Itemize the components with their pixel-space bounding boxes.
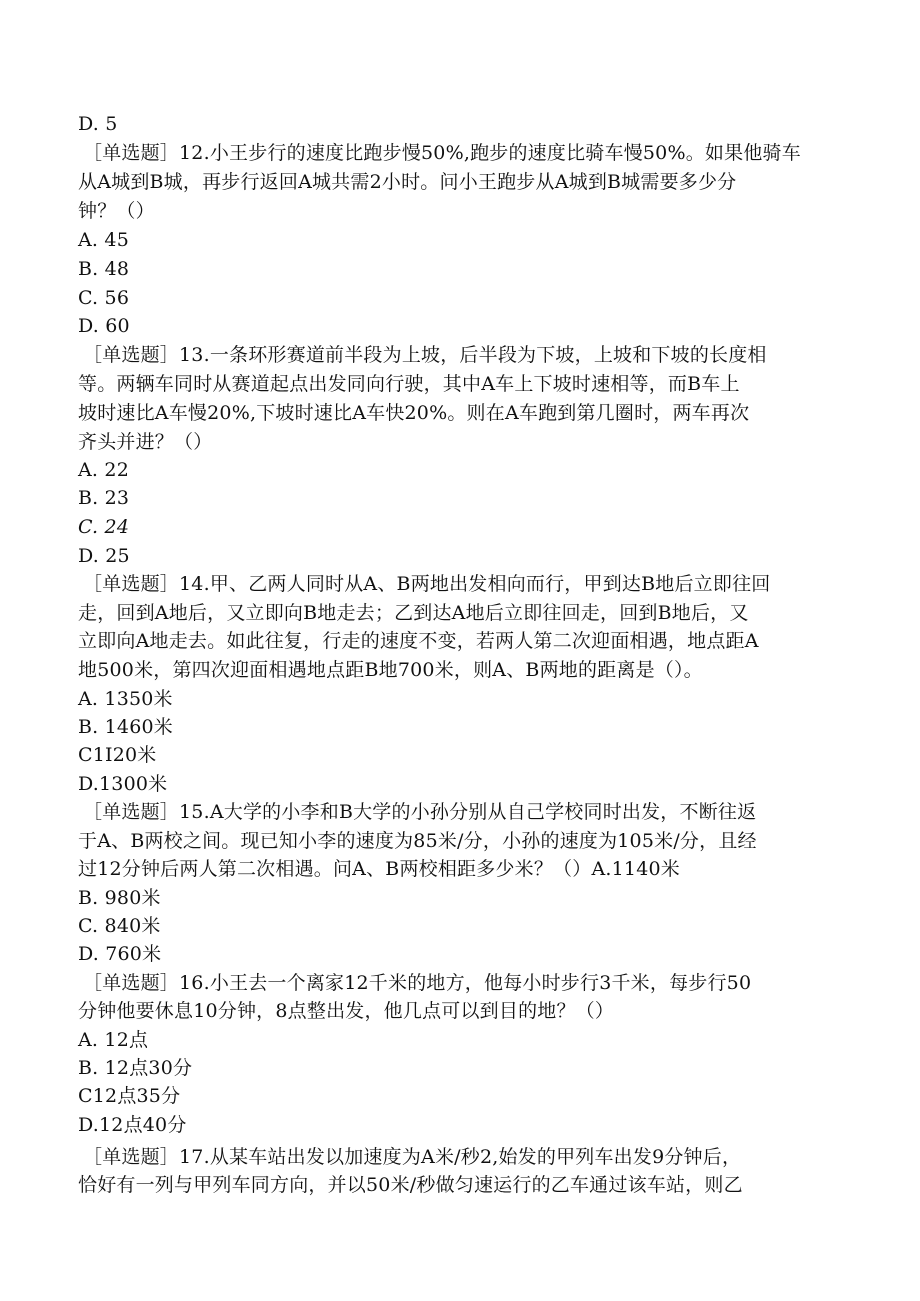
question-16-line-2: 分钟他要休息10分钟，8点整出发，他几点可以到目的地？（） [78,1000,615,1022]
option-b: B. 980米 [78,887,161,909]
option-c: C. 24 [78,516,130,538]
question-17-line-2: 恰好有一列与甲列车同方向，并以50米/秒做匀速运行的乙车通过该车站，则乙 [78,1174,743,1196]
option-a: A. 1350米 [78,688,173,710]
question-13-line-2: 等。两辆车同时从赛道起点出发同向行驶，其中A车上下坡时速相等，而B车上 [78,373,740,395]
option-b: B. 48 [78,258,130,280]
question-14-line-3: 立即向A地走去。如此往复，行走的速度不变，若两人第二次迎面相遇，地点距A [78,630,759,652]
option-b: B. 1460米 [78,716,173,738]
question-16-line-1: ［单选题］16.小王去一个离家12千米的地方，他每小时步行3千米，每步行50 [83,972,752,994]
option-d: D. 60 [78,315,130,337]
option-c: C12点35分 [78,1085,181,1107]
option-b: B. 12点30分 [78,1057,193,1079]
option-d: D. 25 [78,545,130,567]
question-13-line-1: ［单选题］13.一条环形赛道前半段为上坡，后半段为下坡，上坡和下坡的长度相 [83,344,767,366]
question-13-line-4: 齐头并进？（） [78,431,213,453]
question-12-line-1: ［单选题］12.小王步行的速度比跑步慢50%,跑步的速度比骑车慢50%。如果他骑车 [83,142,801,164]
question-14-line-1: ［单选题］14.甲、乙两人同时从A、B两地出发相向而行，甲到达B地后立即往回 [83,573,771,595]
question-17-line-1: ［单选题］17.从某车站出发以加速度为A米/秒2,始发的甲列车出发9分钟后， [83,1146,742,1168]
option-d: D. 760米 [78,943,162,965]
question-12-line-3: 钟？（） [78,200,155,222]
question-14-line-2: 走，回到A地后，又立即向B地走去；乙到达A地后立即往回走，回到B地后，又 [78,602,749,624]
option-d: D. 5 [78,113,118,135]
question-12-line-2: 从A城到B城，再步行返回A城共需2小时。问小王跑步从A城到B城需要多少分 [78,171,737,193]
option-d: D.1300米 [78,773,168,795]
option-c: C. 840米 [78,915,161,937]
question-13-line-3: 坡时速比A车慢20%,下坡时速比A车快20%。则在A车跑到第几圈时，两车再次 [78,402,750,424]
question-15-line-3: 过12分钟后两人第二次相遇。问A、B两校相距多少米？（）A.1140米 [78,858,680,880]
option-a: A. 22 [78,459,129,481]
question-14-line-4: 地500米，第四次迎面相遇地点距B地700米，则A、B两地的距离是（）。 [78,659,703,681]
option-d: D.12点40分 [78,1114,187,1136]
option-b: B. 23 [78,487,130,509]
option-a: A. 45 [78,229,129,251]
option-c: C. 56 [78,287,130,309]
question-15-line-1: ［单选题］15.A大学的小李和B大学的小孙分别从自己学校同时出发，不断往返 [83,801,757,823]
question-15-line-2: 于A、B两校之间。现已知小李的速度为85米/分，小孙的速度为105米/分，且经 [78,830,757,852]
option-c: C1I20米 [78,744,157,766]
option-a: A. 12点 [78,1029,149,1051]
